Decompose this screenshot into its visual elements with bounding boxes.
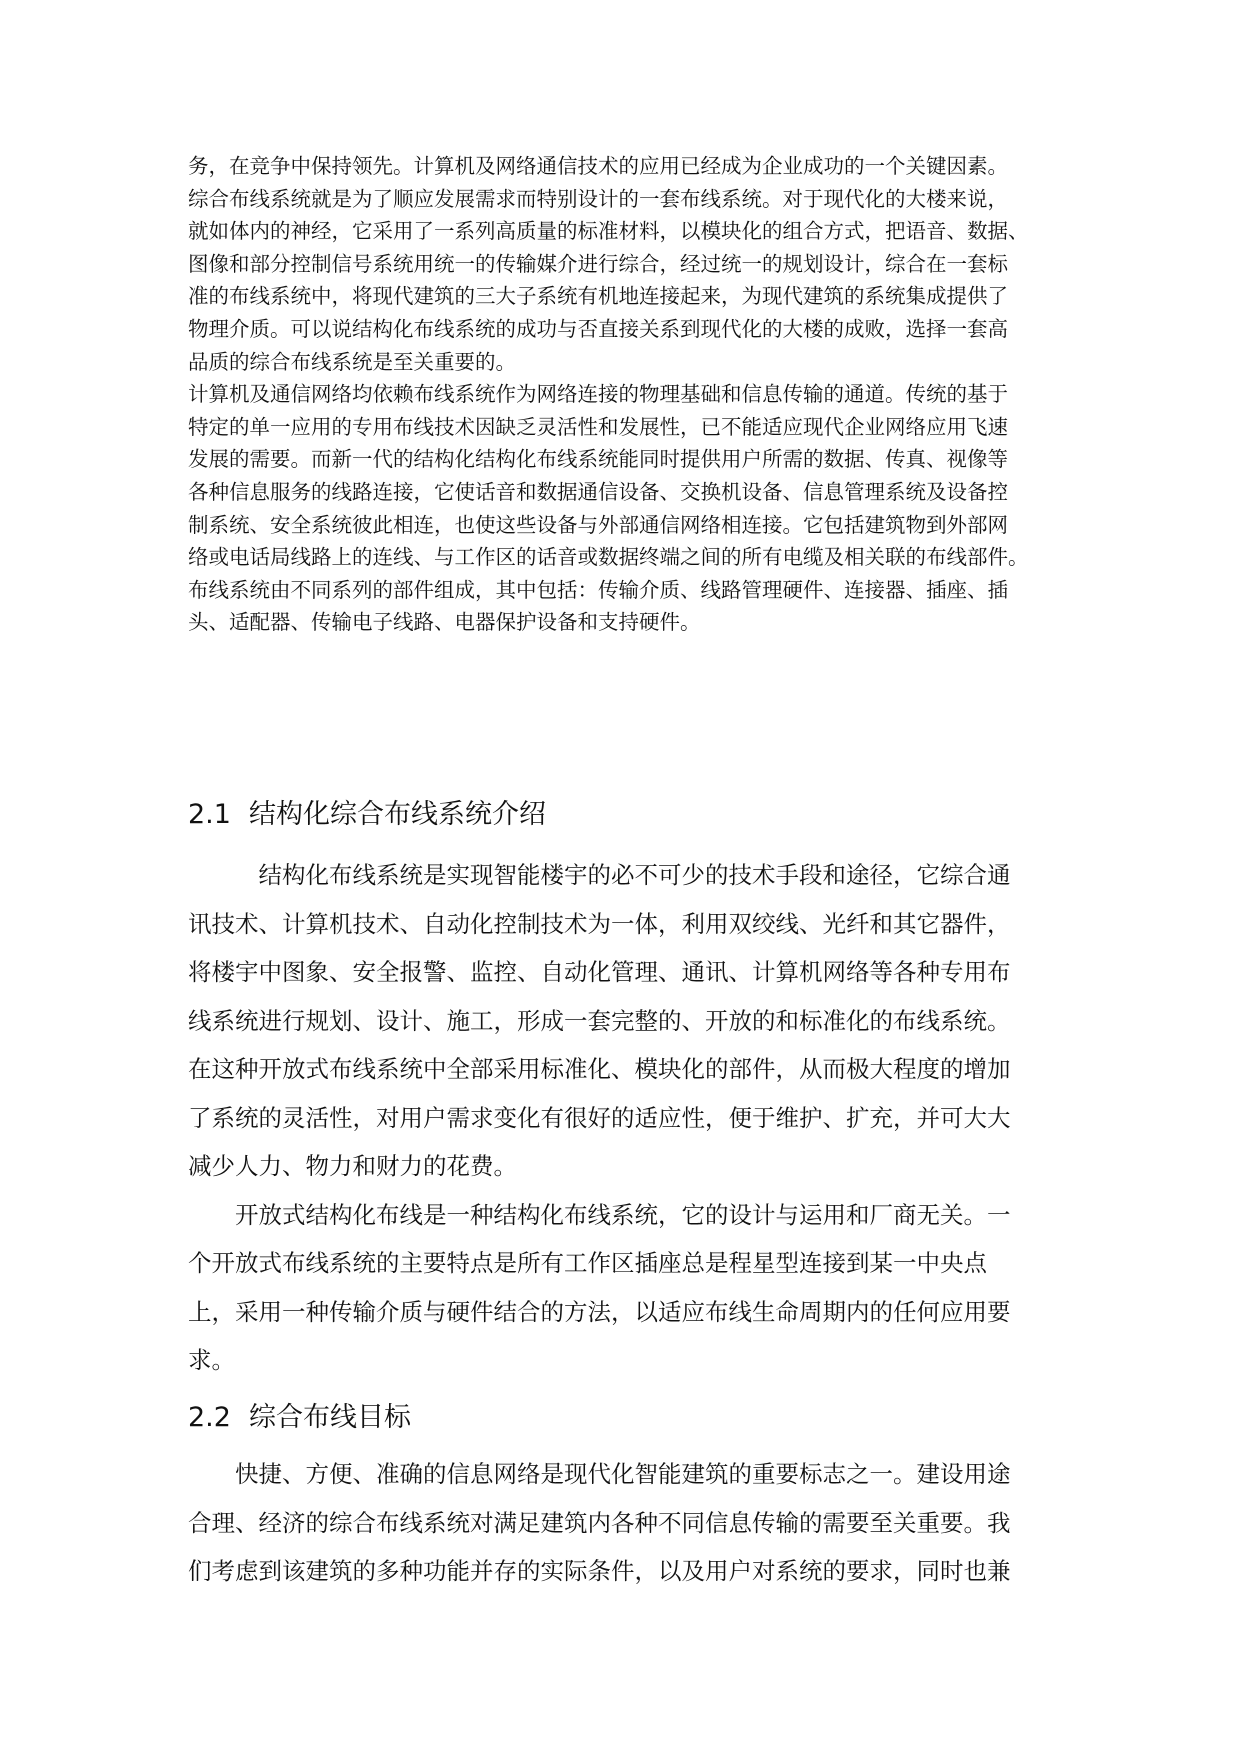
text-line: 了系统的灵活性，对用户需求变化有很好的适应性，便于维护、扩充，并可大大 [188, 1103, 1011, 1132]
text-line: 在这种开放式布线系统中全部采用标准化、模块化的部件，从而极大程度的增加 [188, 1055, 1011, 1083]
text-line: 品质的综合布线系统是至关重要的。 [188, 349, 516, 374]
text-line: 务，在竞争中保持领先。计算机及网络通信技术的应用已经成为企业成功的一个关键因素。 [188, 154, 1008, 178]
text-line: 发展的需要。而新一代的结构化结构化布线系统能同时提供用户所需的数据、传真、视像等 [188, 447, 1008, 472]
section-2-1 [188, 795, 1068, 1385]
text-line: 减少人力、物力和财力的花费。 [188, 1152, 517, 1180]
text-line: 络或电话局线路上的连线、与工作区的话音或数据终端之间的所有电缆及相关联的布线部件。 [188, 545, 1029, 570]
text-line: 将楼宇中图象、安全报警、监控、自动化管理、通讯、计算机网络等各种专用布 [188, 958, 1011, 986]
section-body [188, 851, 1068, 1385]
text-line: 开放式结构化布线是一种结构化布线系统，它的设计与运用和厂商无关。一 [235, 1200, 1011, 1229]
section-2-2 [188, 1398, 1068, 1596]
text-line: 各种信息服务的线路连接，它使话音和数据通信设备、交换机设备、信息管理系统及设备控 [188, 479, 1008, 504]
text-line: 合理、经济的综合布线系统对满足建筑内各种不同信息传输的需要至关重要。我 [188, 1508, 1011, 1537]
section-title: 结构化综合布线系统介绍 [248, 799, 546, 830]
text-line: 就如体内的神经，它采用了一系列高质量的标准材料，以模块化的组合方式，把语音、数据、 [188, 219, 1029, 244]
text-line: 物理介质。可以说结构化布线系统的成功与否直接关系到现代化的大楼的成败，选择一套高 [188, 316, 1008, 341]
text-line: 上，采用一种传输介质与硬件结合的方法，以适应布线生命周期内的任何应用要 [188, 1297, 1011, 1326]
text-line: 综合布线系统就是为了顺应发展需求而特别设计的一套布线系统。对于现代化的大楼来说， [188, 186, 1008, 211]
section-number: 2.2 [188, 1402, 231, 1433]
text-line: 布线系统由不同系列的部件组成，其中包括：传输介质、线路管理硬件、连接器、插座、插 [188, 577, 1008, 602]
text-line: 图像和部分控制信号系统用统一的传输媒介进行综合，经过统一的规划设计，综合在一套标 [188, 251, 1008, 276]
section-body [188, 1450, 1068, 1596]
section-heading [188, 1398, 1068, 1438]
section-heading [188, 795, 1068, 835]
section-title: 综合布线目标 [248, 1402, 411, 1433]
text-line: 准的布线系统中，将现代建筑的三大子系统有机地连接起来，为现代建筑的系统集成提供了 [188, 284, 1008, 309]
text-line: 们考虑到该建筑的多种功能并存的实际条件，以及用户对系统的要求，同时也兼 [188, 1557, 1011, 1585]
text-line: 快捷、方便、准确的信息网络是现代化智能建筑的重要标志之一。建设用途 [235, 1460, 1011, 1488]
intro-text-block [188, 150, 1068, 639]
text-line: 特定的单一应用的专用布线技术因缺乏灵活性和发展性，已不能适应现代企业网络应用飞速 [188, 414, 1008, 439]
text-line: 求。 [188, 1346, 235, 1374]
text-line: 线系统进行规划、设计、施工，形成一套完整的、开放的和标准化的布线系统。 [188, 1006, 1011, 1035]
text-line: 头、适配器、传输电子线路、电器保护设备和支持硬件。 [188, 610, 701, 635]
text-line: 讯技术、计算机技术、自动化控制技术为一体，利用双绞线、光纤和其它器件， [188, 909, 1011, 938]
text-line: 结构化布线系统是实现智能楼宇的必不可少的技术手段和途径，它综合通 [235, 861, 1011, 889]
text-line: 个开放式布线系统的主要特点是所有工作区插座总是程星型连接到某一中央点 [188, 1249, 987, 1277]
section-number: 2.1 [188, 799, 231, 830]
text-line: 制系统、安全系统彼此相连，也使这些设备与外部通信网络相连接。它包括建筑物到外部网 [188, 512, 1008, 537]
text-line: 计算机及通信网络均依赖布线系统作为网络连接的物理基础和信息传输的通道。传统的基于 [188, 382, 1008, 407]
